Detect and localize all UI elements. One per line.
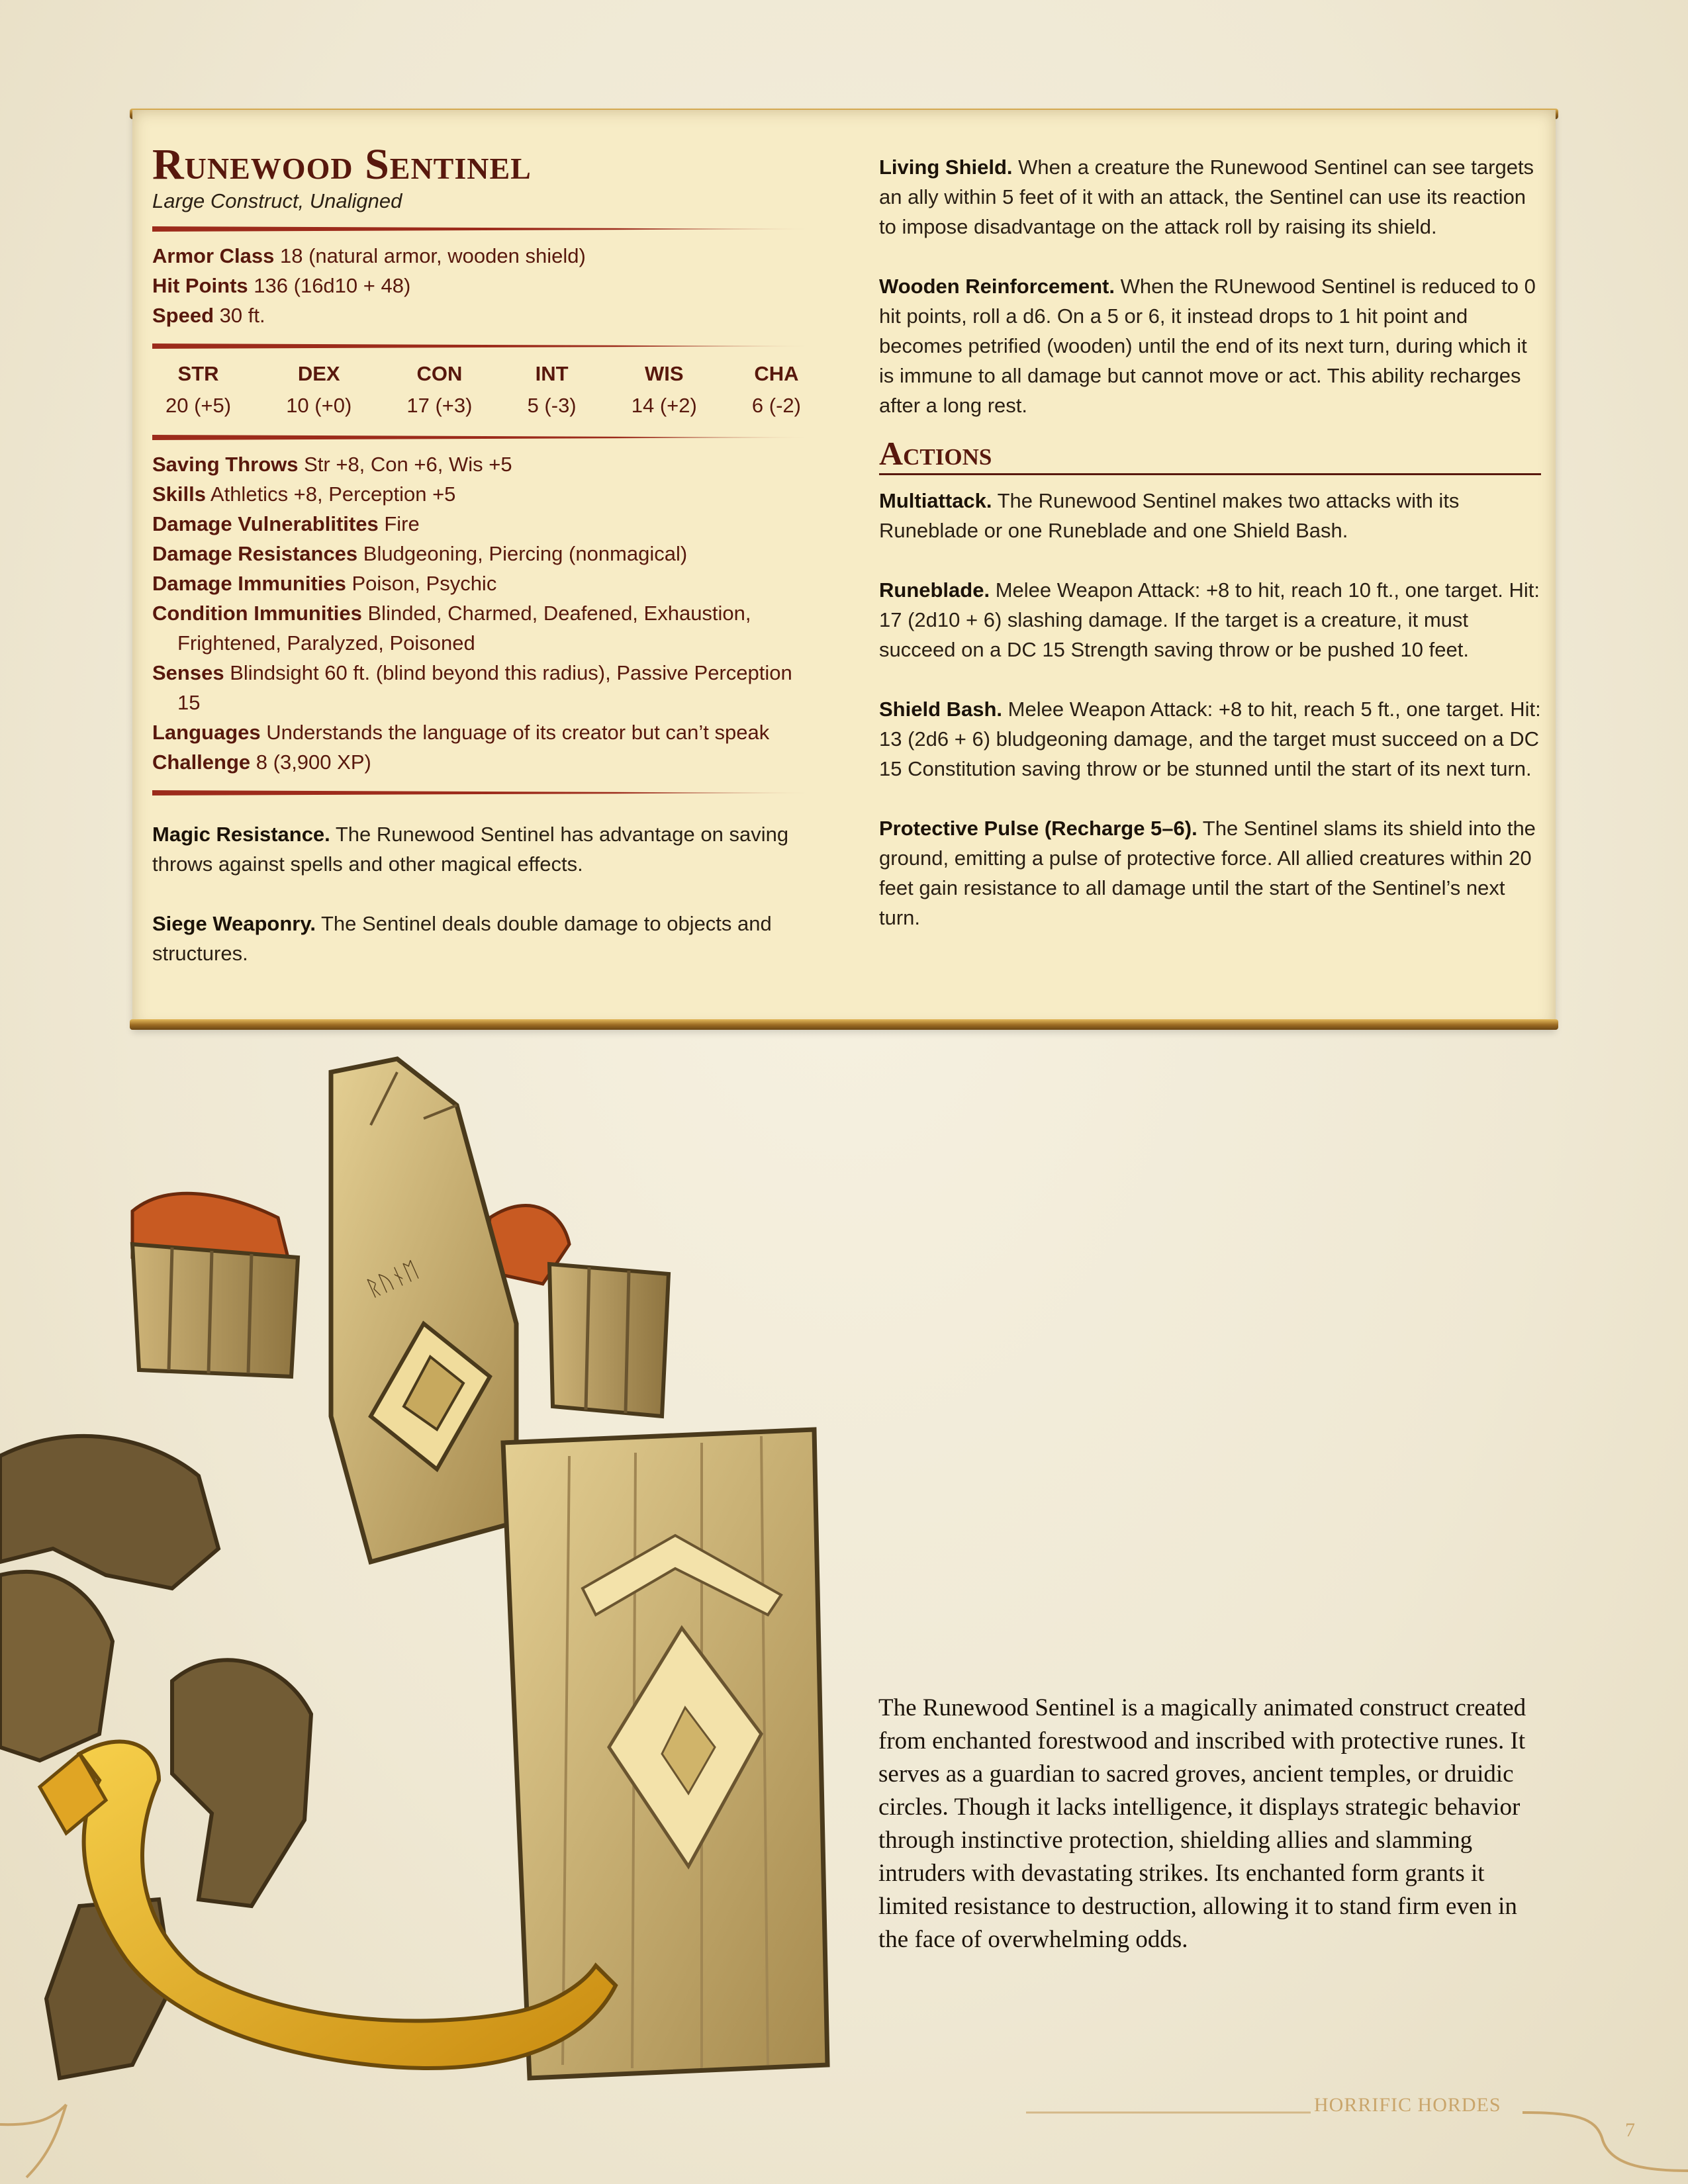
lore-paragraph: The Runewood Sentinel is a magically animated construct created from enchanted forestwood and inscribed with protective runes. It serves as a guardian to sacred groves, ancient temples, or druidic circles. Though it lacks intelligence, it displays strategic behavior through instinctive protection, shielding allies and slamming intruders with devastating strikes. Its enchanted form grants it limited resistance to destruction, allowing it to stand firm even in the face of overwhelming odds. — [878, 1694, 1526, 1953]
damage-vulnerabilities: Damage Vulnerablitites Fire — [152, 512, 420, 535]
armor-class: Armor Class 18 (natural armor, wooden shield) — [152, 244, 586, 267]
actions-heading: Actions — [879, 435, 1541, 475]
ability-scores — [152, 358, 814, 422]
runewood-sentinel-illustration — [0, 1046, 854, 2144]
action-multiattack: Multiattack. The Runewood Sentinel makes two attacks with its Runeblade or one Runeblade and one Shield Bash. — [879, 489, 1460, 542]
ability-str: STR 20 (+5) — [165, 362, 232, 417]
condition-immunities: Condition Immunities Blinded, Charmed, Deafened, Exhaustion, Frightened, Paralyzed, Poisoned — [152, 602, 751, 655]
ability-dex: DEX 10 (+0) — [286, 362, 352, 417]
stat-block — [132, 110, 1556, 1030]
svg-text:ᚱᚢᚾᛖ: ᚱᚢᚾᛖ — [362, 1256, 423, 1303]
hit-points: Hit Points 136 (16d10 + 48) — [152, 274, 411, 297]
skills: Skills Athletics +8, Perception +5 — [152, 482, 456, 506]
tapered-rule — [152, 435, 814, 440]
damage-immunities: Damage Immunities Poison, Psychic — [152, 572, 497, 595]
ability-wis: WIS 14 (+2) — [631, 362, 697, 417]
trait-wooden-reinforcement: Wooden Reinforcement. When the RUnewood Sentinel is reduced to 0 hit points, roll a d6. On a 5 or 6, it instead drops to 1 hit point and becomes petrified (wooden) until the end of its next turn, during which it is immune to all damage but cannot move or act. This ability recharges after a long rest. — [879, 275, 1536, 417]
trait-living-shield: Living Shield. When a creature the Runewood Sentinel can see targets an ally within 5 feet of it with an attack, the Sentinel can use its reaction to impose disadvantage on the attack roll by raising its shield. — [879, 156, 1534, 238]
senses: Senses Blindsight 60 ft. (blind beyond this radius), Passive Perception 15 — [152, 661, 792, 714]
stat-block-right-column — [879, 152, 1541, 933]
ability-cha: CHA 6 (-2) — [751, 362, 801, 417]
monster-type: Large Construct, Unaligned — [152, 189, 402, 212]
challenge: Challenge 8 (3,900 XP) — [152, 751, 371, 774]
monster-name: Runewood Sentinel — [152, 140, 532, 189]
tapered-rule — [152, 790, 814, 796]
tapered-rule — [152, 226, 814, 232]
languages: Languages Understands the language of its creator but can’t speak — [152, 721, 770, 744]
trait-siege-weaponry: Siege Weaponry. The Sentinel deals double damage to objects and structures. — [152, 912, 772, 965]
footer-title: HORRIFIC HORDES — [1314, 2094, 1501, 2116]
damage-resistances: Damage Resistances Bludgeoning, Piercing (nonmagical) — [152, 542, 688, 565]
trait-magic-resistance: Magic Resistance. The Runewood Sentinel has advantage on saving throws against spells and other magical effects. — [152, 823, 789, 876]
tapered-rule — [152, 343, 814, 349]
action-protective-pulse: Protective Pulse (Recharge 5–6). The Sentinel slams its shield into the ground, emitting a pulse of protective force. All allied creatures within 20 feet gain resistance to all damage until the start of the Sentinel’s next turn. — [879, 817, 1536, 929]
statblock-bottom-rod — [130, 1019, 1558, 1030]
ability-con: CON 17 (+3) — [406, 362, 473, 417]
action-shield-bash: Shield Bash. Melee Weapon Attack: +8 to hit, reach 5 ft., one target. Hit: 13 (2d6 + 6) bludgeoning damage, and the target must succeed on a DC 15 Constitution saving throw or be stunned until the start of its next turn. — [879, 698, 1541, 780]
speed: Speed 30 ft. — [152, 304, 265, 327]
saving-throws: Saving Throws Str +8, Con +6, Wis +5 — [152, 453, 512, 476]
action-runeblade: Runeblade. Melee Weapon Attack: +8 to hit, reach 10 ft., one target. Hit: 17 (2d10 + 6) slashing damage. If the target is a creature, it must succeed on a DC 15 Strength saving throw or be pushed 10 feet. — [879, 578, 1540, 661]
page-number: 7 — [1625, 2119, 1635, 2141]
ability-int: INT 5 (-3) — [527, 362, 577, 417]
stat-block-left-column — [152, 140, 814, 998]
